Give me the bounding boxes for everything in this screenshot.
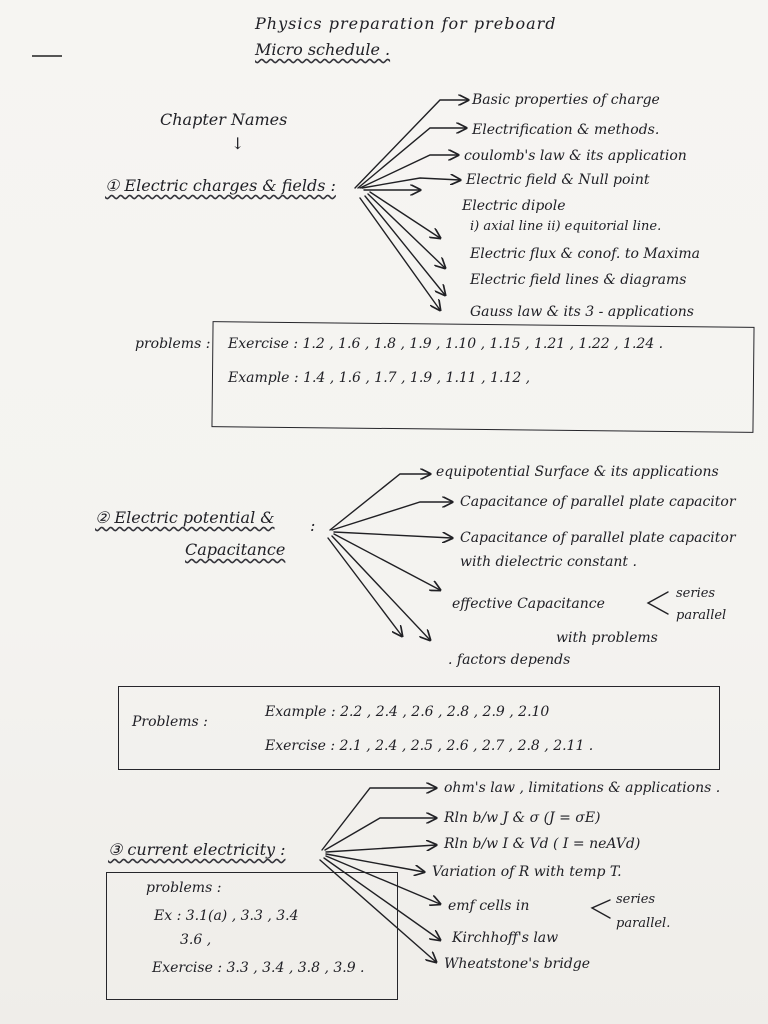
ch2-problems-label: Problems : — [132, 714, 208, 730]
ch3-topic: emf cells in — [448, 898, 530, 914]
ch2-exercise-list: Exercise : 2.1 , 2.4 , 2.5 , 2.6 , 2.7 , 2.8 , 2.11 . — [265, 738, 594, 754]
ch1-topic: Electric field & Null point — [466, 172, 650, 188]
ch3-branch-lines — [320, 788, 440, 962]
ch1-topic: Electric dipole — [462, 198, 566, 214]
ch1-problems-label: problems : — [135, 336, 211, 352]
ch1-topic: Electric field lines & diagrams — [470, 272, 687, 288]
ch1-topic: coulomb's law & its application — [464, 148, 687, 164]
ch1-topic: Electrification & methods. — [472, 122, 660, 138]
ch3-topic: Variation of R with temp T. — [432, 864, 622, 880]
ch3-ex-list: Ex : 3.1(a) , 3.3 , 3.4 — [154, 908, 299, 924]
ch2-topic: Capacitance of parallel plate capacitor — [460, 494, 736, 510]
ch3-problems-label: problems : — [146, 880, 222, 896]
chapter-names-label: Chapter Names — [160, 110, 288, 129]
ch3-topic: Rln b/w J & σ (J = σE) — [444, 810, 601, 826]
ch1-topic: Gauss law & its 3 - applications — [470, 304, 694, 320]
chapter2-title: ② Electric potential & — [95, 508, 275, 527]
ch3-series-parallel-brace — [592, 900, 610, 918]
chapter3-title: ③ current electricity : — [108, 840, 286, 859]
ch3-topic: Kirchhoff's law — [452, 930, 559, 946]
ch1-branch-lines — [355, 100, 468, 310]
ch2-topic: . factors depends — [448, 652, 571, 668]
page-heading: Physics preparation for preboard — [255, 14, 557, 33]
ch2-topic: series — [676, 586, 716, 601]
ch1-example-list: Example : 1.4 , 1.6 , 1.7 , 1.9 , 1.11 , 1.12 , — [228, 370, 531, 386]
ch2-topic: parallel — [676, 608, 727, 623]
ch2-topic: effective Capacitance — [452, 596, 605, 612]
ch3-topic: ohm's law , limitations & applications . — [444, 780, 721, 796]
down-arrow-icon: ↓ — [231, 134, 245, 153]
ch2-topic: with problems — [556, 630, 658, 646]
ch2-series-parallel-brace — [648, 592, 668, 614]
chapter2-title-line2: Capacitance — [185, 540, 286, 559]
ch2-topic: with dielectric constant . — [460, 554, 637, 570]
ch3-topic: Wheatstone's bridge — [444, 956, 591, 972]
ch1-topic: i) axial line ii) equitorial line. — [470, 219, 662, 234]
ch3-topic: series — [616, 892, 656, 907]
ch1-exercise-list: Exercise : 1.2 , 1.6 , 1.8 , 1.9 , 1.10 , 1.15 , 1.21 , 1.22 , 1.24 . — [228, 336, 664, 352]
chapter1-title: ① Electric charges & fields : — [105, 176, 336, 195]
ch3-topic: Rln b/w I & Vd ( I = neAVd) — [444, 836, 641, 852]
ch1-topic: Electric flux & conof. to Maxima — [470, 246, 701, 262]
ch3-exercise-list: Exercise : 3.3 , 3.4 , 3.8 , 3.9 . — [152, 960, 365, 976]
ch2-topic: Capacitance of parallel plate capacitor — [460, 530, 736, 546]
ch2-topic: equipotential Surface & its applications — [436, 464, 719, 480]
ch3-topic: parallel. — [616, 916, 671, 931]
ch1-topic: Basic properties of charge — [472, 92, 660, 108]
ch3-ex-list-cont: 3.6 , — [180, 932, 212, 948]
ch2-branch-lines — [328, 474, 452, 640]
ch2-example-list: Example : 2.2 , 2.4 , 2.6 , 2.8 , 2.9 , 2.10 — [265, 704, 550, 720]
page-subheading: Micro schedule . — [255, 40, 391, 59]
chapter2-colon: : — [310, 516, 316, 535]
